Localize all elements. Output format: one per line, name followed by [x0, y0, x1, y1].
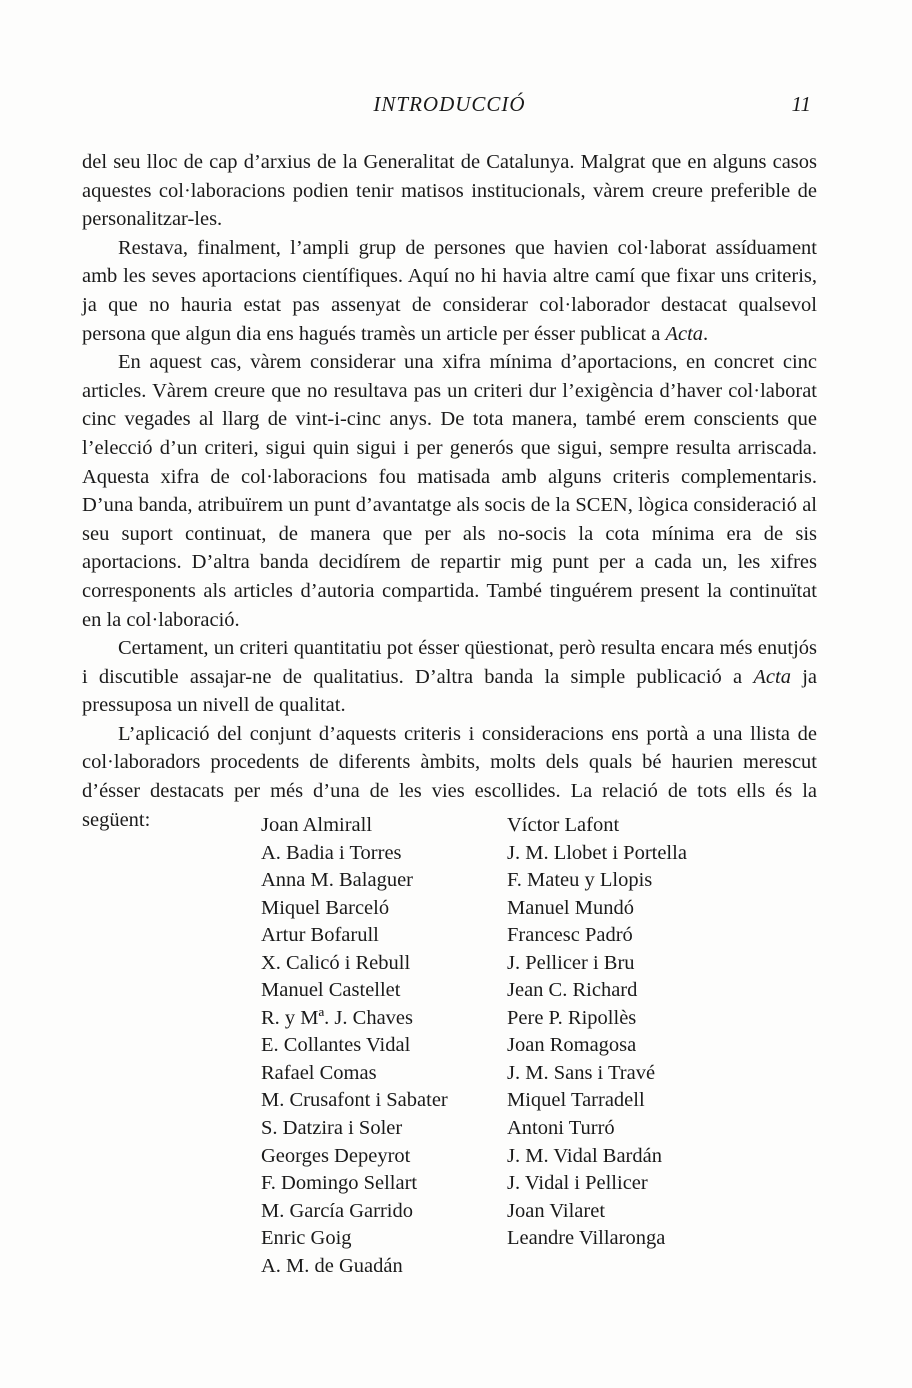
list-item: Francesc Padró [507, 924, 633, 947]
journal-title: Acta [665, 322, 704, 345]
paragraph-5: L’aplicació del conjunt d’aquests criteris i consideracions ens portà a una llista de col·laboradors procedents de diferents àmbits, molts dels quals bé haurien merescut d’ésser destacats per més d’una de les vies escollides. La relació de tots ells és la següent: [82, 722, 817, 831]
list-item: Georges Depeyrot [261, 1144, 411, 1167]
list-item: A. Badia i Torres [261, 841, 402, 864]
list-item: J. Vidal i Pellicer [507, 1172, 648, 1195]
list-item: Enric Goig [261, 1227, 352, 1250]
list-item: M. García Garrido [261, 1199, 413, 1222]
journal-title: Acta [753, 665, 791, 688]
list-item: Joan Almirall [261, 814, 373, 836]
paragraph-2: Restava, finalment, l’ampli grup de persones que havien col·laborat assíduament amb les seves aportacions científiques. Aquí no hi havia altre camí que fixar uns criteris, ja que no hauria estat pas assenyat de considerar col·laborador destacat qualsevol persona que algun dia ens hagués tramès un article per ésser publicat a Acta. [82, 236, 817, 345]
list-item: Miquel Tarradell [507, 1089, 645, 1112]
list-item: Joan Romagosa [507, 1034, 637, 1057]
list-item: J. M. Sans i Travé [507, 1061, 656, 1084]
list-item: A. M. de Guadán [261, 1254, 403, 1277]
list-item: E. Collantes Vidal [261, 1034, 411, 1057]
paragraph-4: Certament, un criteri quantitatiu pot ésser qüestionat, però resulta encara més enutjós i discutible assajar-ne de qualitatius. D’altra banda la simple publicació a Acta ja pressuposa un nivell de qualitat. [82, 637, 818, 717]
body-text [82, 148, 817, 834]
list-item: Joan Vilaret [507, 1199, 606, 1222]
list-item: Rafael Comas [261, 1061, 377, 1084]
list-item: Manuel Castellet [261, 979, 401, 1002]
collaborators-column-left [261, 812, 448, 1280]
list-item: Víctor Lafont [507, 814, 620, 836]
list-item: J. Pellicer i Bru [507, 951, 635, 974]
list-item: Manuel Mundó [507, 896, 634, 919]
list-item: J. M. Llobet i Portella [507, 841, 687, 864]
page-number: 11 [791, 92, 811, 116]
list-item: Jean C. Richard [507, 979, 638, 1002]
list-item: Miquel Barceló [261, 896, 390, 919]
list-item: F. Domingo Sellart [261, 1172, 418, 1195]
page-header [82, 92, 817, 122]
list-item: R. y Mª. J. Chaves [261, 1006, 414, 1029]
list-item: Leandre Villaronga [507, 1227, 666, 1250]
list-item: F. Mateu y Llopis [507, 869, 653, 892]
list-item: Artur Bofarull [261, 924, 379, 947]
list-item: Antoni Turró [507, 1117, 615, 1140]
list-item: M. Crusafont i Sabater [261, 1089, 448, 1112]
list-item: J. M. Vidal Bardán [507, 1144, 662, 1167]
list-item: Pere P. Ripollès [507, 1006, 637, 1029]
paragraph-1: del seu lloc de cap d’arxius de la Generalitat de Catalunya. Malgrat que en alguns casos aquestes col·laboracions podien tenir matisos institucionals, vàrem creure preferible de personalitzar-les. [82, 151, 817, 231]
list-item: X. Calicó i Rebull [261, 951, 411, 974]
list-item: Anna M. Balaguer [261, 869, 413, 892]
collaborators-column-right [507, 812, 687, 1253]
running-title: INTRODUCCIÓ [373, 92, 526, 116]
list-item: S. Datzira i Soler [261, 1117, 403, 1140]
paragraph-3: En aquest cas, vàrem considerar una xifra mínima d’aportacions, en concret cinc articles. Vàrem creure que no resultava pas un criteri dur l’exigència d’haver col·laborat cinc vegades al llarg de vint-i-cinc anys. De tota manera, també erem conscients que l’elecció d’un criteri, sigui quin sigui i per generós que sigui, sempre resulta arriscada. Aquesta xifra de col·laboracions fou matisada amb alguns criteris complementaris. D’una banda, atribuïrem un punt d’avantatge als socis de la SCEN, lògica consideració al seu suport continuat, de manera que per als no-socis la cota mínima era de sis aportacions. D’altra banda decidírem de repartir mig punt per a cada un, les xifres corresponents als articles d’autoria compartida. També tinguérem present la continuïtat en la col·laboració. [82, 351, 817, 631]
